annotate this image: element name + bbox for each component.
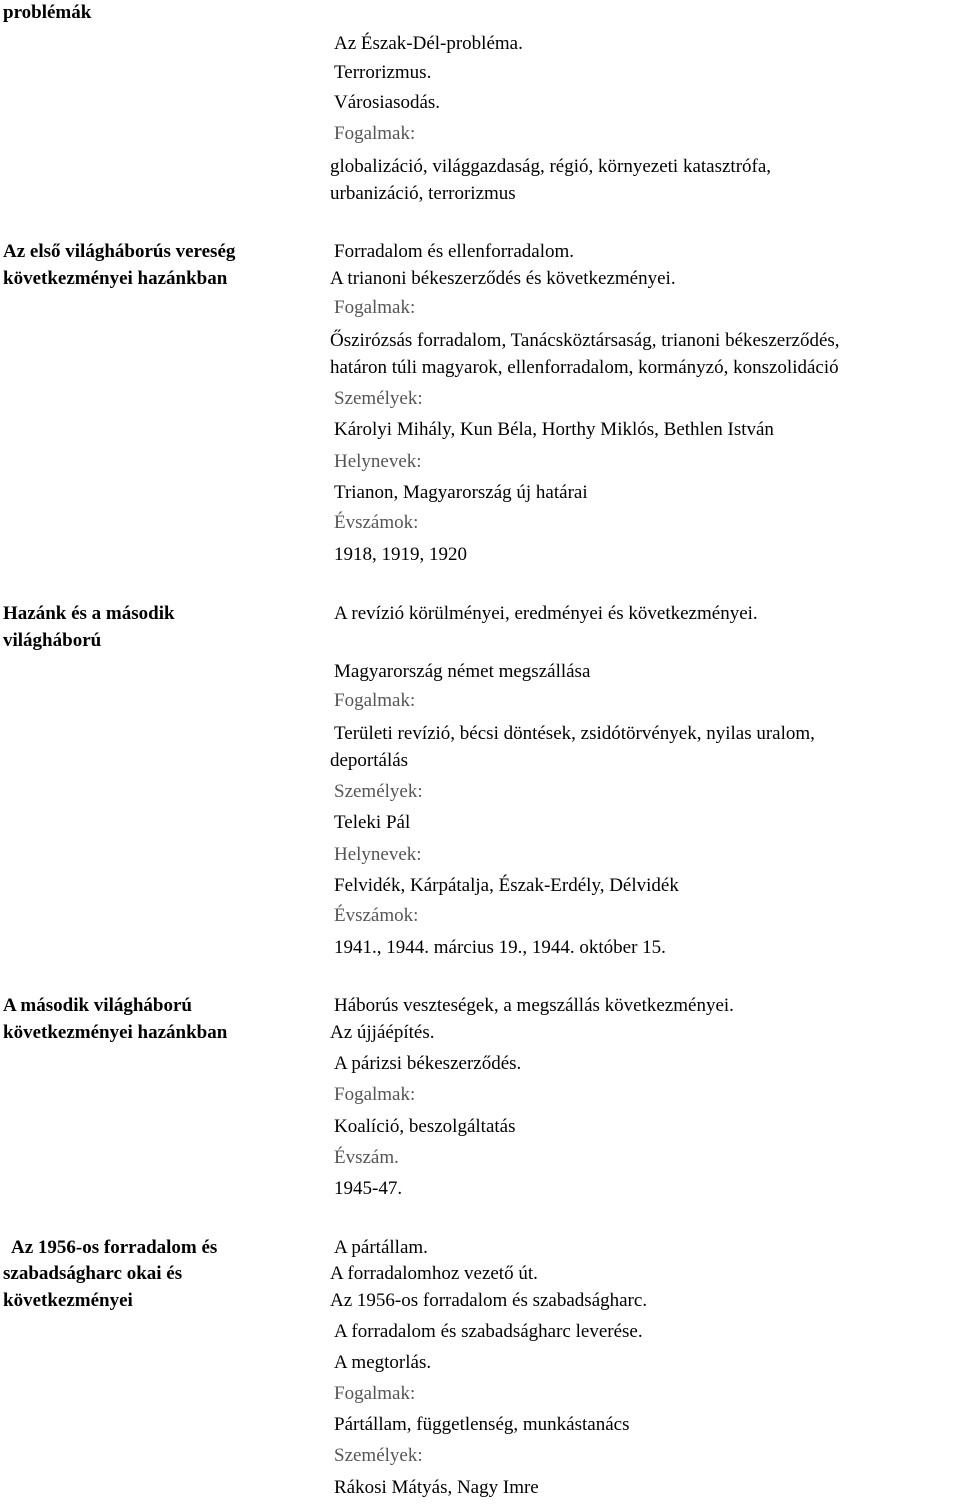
s4-line3: Az 1956-os forradalom és szabadságharc.	[330, 1290, 648, 1311]
s4-line4: A forradalom és szabadságharc leverése.	[334, 1321, 643, 1342]
topic4-line3: következményei	[3, 1290, 133, 1311]
s4-szemelyek-label: Személyek:	[334, 1445, 423, 1466]
s1-fogalmak-1: Őszirózsás forradalom, Tanácsköztársaság, trianoni békeszerződés,	[330, 330, 840, 351]
s0-line2: Terrorizmus.	[334, 62, 432, 83]
topic2-line1: Hazánk és a második	[3, 603, 175, 624]
s3-fogalmak-label: Fogalmak:	[334, 1084, 416, 1105]
s2-line1: A revízió körülményei, eredményei és következményei.	[334, 603, 758, 624]
topic1-line2: következményei hazánkban	[3, 268, 228, 289]
s2-szemelyek-label: Személyek:	[334, 781, 423, 802]
topic4-line2: szabadságharc okai és	[3, 1263, 183, 1284]
s4-line5: A megtorlás.	[334, 1352, 432, 1373]
s1-helynevek-label: Helynevek:	[334, 451, 422, 472]
s4-fogalmak-label: Fogalmak:	[334, 1383, 416, 1404]
s0-fogalmak-1: globalizáció, világgazdaság, régió, környezeti katasztrófa,	[330, 156, 772, 177]
s1-line1: Forradalom és ellenforradalom.	[334, 241, 575, 262]
s0-fogalmak-label: Fogalmak:	[334, 123, 416, 144]
s0-line3: Városiasodás.	[334, 92, 441, 113]
s3-evszam-label: Évszám.	[334, 1147, 399, 1168]
s1-helynevek: Trianon, Magyarország új határai	[334, 482, 588, 503]
s1-evszamok-label: Évszámok:	[334, 512, 419, 533]
s2-fogalmak-label: Fogalmak:	[334, 690, 416, 711]
topic4-line1: Az 1956-os forradalom és	[11, 1237, 218, 1258]
s4-line2: A forradalomhoz vezető út.	[330, 1263, 538, 1284]
s2-fogalmak-1: Területi revízió, bécsi döntések, zsidótörvények, nyilas uralom,	[334, 723, 815, 744]
s0-line1: Az Észak-Dél-probléma.	[334, 33, 523, 54]
s1-fogalmak-2: határon túli magyarok, ellenforradalom, kormányzó, konszolidáció	[330, 357, 839, 378]
topic3-line1: A második világháború	[3, 995, 192, 1016]
s0-fogalmak-2: urbanizáció, terrorizmus	[330, 183, 516, 204]
s3-line1: Háborús veszteségek, a megszállás következményei.	[334, 995, 734, 1016]
s4-line1: A pártállam.	[334, 1237, 428, 1258]
s2-fogalmak-2: deportálás	[330, 750, 409, 771]
s3-line2: Az újjáépítés.	[330, 1022, 435, 1043]
s2-helynevek: Felvidék, Kárpátalja, Észak-Erdély, Délvidék	[334, 875, 679, 896]
topic1-line1: Az első világháborús vereség	[3, 241, 236, 262]
s3-fogalmak: Koalíció, beszolgáltatás	[334, 1116, 516, 1137]
s1-szemelyek-label: Személyek:	[334, 388, 423, 409]
s1-fogalmak-label: Fogalmak:	[334, 297, 416, 318]
topic-heading-problemak: problémák	[3, 2, 92, 23]
s2-evszamok: 1941., 1944. március 19., 1944. október 15.	[334, 937, 666, 958]
s1-szemelyek: Károlyi Mihály, Kun Béla, Horthy Miklós, Bethlen István	[334, 419, 774, 440]
s2-line2: Magyarország német megszállása	[334, 661, 591, 682]
s3-line3: A párizsi békeszerződés.	[334, 1053, 522, 1074]
topic3-line2: következményei hazánkban	[3, 1022, 228, 1043]
s3-evszam: 1945-47.	[334, 1178, 403, 1199]
s4-szemelyek: Rákosi Mátyás, Nagy Imre	[334, 1477, 539, 1498]
topic2-line2: világháború	[3, 630, 102, 651]
s1-line2: A trianoni békeszerződés és következményei.	[330, 268, 676, 289]
s2-evszamok-label: Évszámok:	[334, 905, 419, 926]
s2-helynevek-label: Helynevek:	[334, 844, 422, 865]
s1-evszamok: 1918, 1919, 1920	[334, 544, 467, 565]
s2-szemelyek: Teleki Pál	[334, 812, 411, 833]
s4-fogalmak: Pártállam, függetlenség, munkástanács	[334, 1414, 630, 1435]
